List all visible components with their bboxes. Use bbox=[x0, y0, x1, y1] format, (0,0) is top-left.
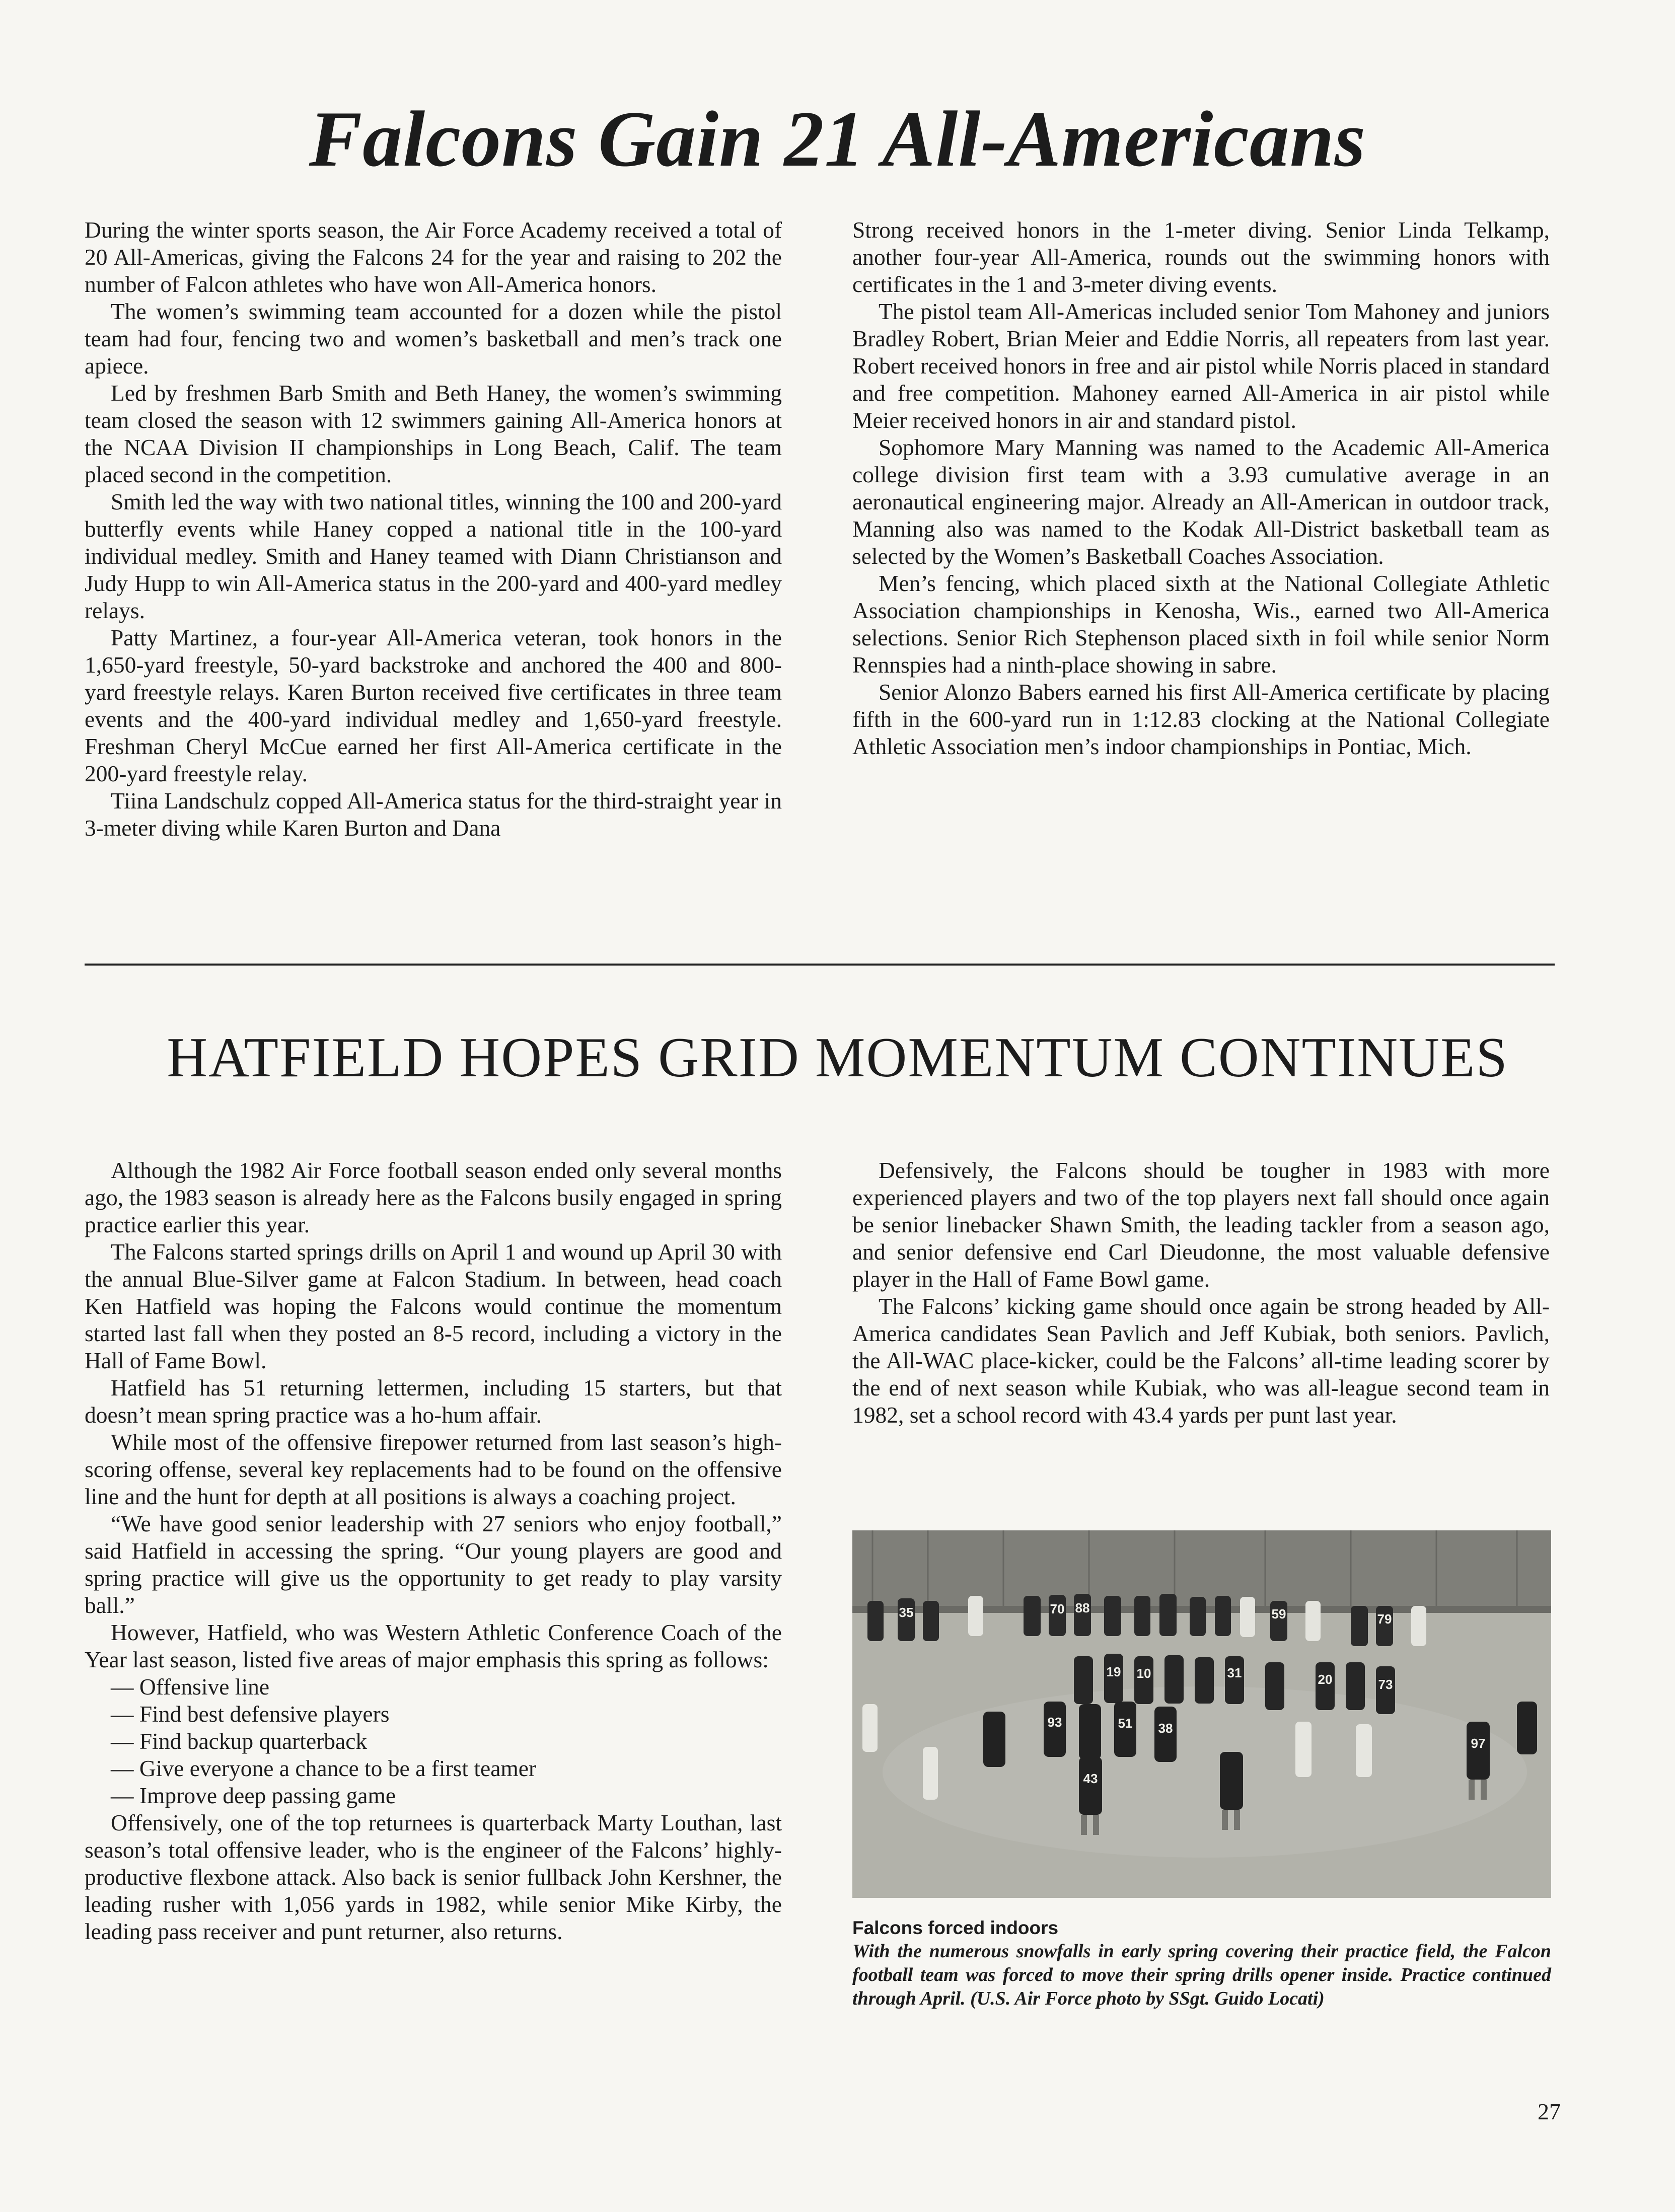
jersey-number: 73 bbox=[1378, 1677, 1393, 1692]
jersey-number: 93 bbox=[1047, 1715, 1062, 1730]
emphasis-list-item: — Find backup quarterback bbox=[111, 1728, 368, 1754]
jersey-number: 79 bbox=[1377, 1611, 1392, 1627]
paragraph: “We have good senior leadership with 27 seniors who enjoy football,” said Hatfield in accessing the spring. “Our young players are good and spring practice will give us the opportunity to get ready to play varsity ball.” bbox=[85, 1511, 782, 1618]
paragraph: Senior Alonzo Babers earned his first All-America certificate by placing fifth in the 600-yard run in 1:12.83 clocking at the National Collegiate Athletic Association men’s indoor championships in Pontiac, Mich. bbox=[852, 679, 1550, 759]
emphasis-list-item: — Improve deep passing game bbox=[111, 1783, 396, 1808]
paragraph: Patty Martinez, a four-year All-America veteran, took honors in the 1,650-yard freestyle, 50-yard backstroke and anchored the 400 and 800-yard freestyle relays. Karen Burton received five certificates in three team events and the 400-yard individual medley and 1,650-yard freestyle. Freshman Cheryl McCue earned her first All-America certificate in the 200-yard freestyle relay. bbox=[85, 625, 782, 786]
photo-caption bbox=[852, 1916, 1551, 2011]
article2-column-left bbox=[85, 1157, 782, 1945]
paragraph: While most of the offensive firepower returned from last season’s high-scoring offense, several key replacements had to be found on the offensive line and the hunt for depth at all positions is always a coaching project. bbox=[85, 1429, 782, 1509]
emphasis-list-item: — Give everyone a chance to be a first teamer bbox=[111, 1755, 537, 1781]
jersey-number: 20 bbox=[1318, 1672, 1333, 1687]
emphasis-list-item: — Offensive line bbox=[111, 1674, 270, 1700]
paragraph: Tiina Landschulz copped All-America status for the third-straight year in 3-meter diving while Karen Burton and Dana bbox=[85, 788, 782, 841]
paragraph: Smith led the way with two national titles, winning the 100 and 200-yard butterfly events while Haney copped a national title in the 100-yard individual medley. Smith and Haney teamed with Diann Christianson and Judy Hupp to win All-America status in the 200-yard and 400-yard medley relays. bbox=[85, 489, 782, 623]
article2-column-right bbox=[852, 1157, 1550, 1429]
jersey-number: 10 bbox=[1136, 1666, 1151, 1681]
jersey-number: 88 bbox=[1075, 1600, 1090, 1615]
paragraph: The Falcons started springs drills on April 1 and wound up April 30 with the annual Blue-Silver game at Falcon Stadium. In between, head coach Ken Hatfield was hoping the Falcons would continue the momentum started last fall when they posted an 8-5 record, including a victory in the Hall of Fame Bowl. bbox=[85, 1239, 782, 1373]
jersey-number: 38 bbox=[1158, 1721, 1173, 1736]
paragraph: Offensively, one of the top returnees is quarterback Marty Louthan, last season’s total offensive leader, who is the engineer of the Falcons’ highly-productive flexbone attack. Also back is senior fullback John Kershner, the leading rusher with 1,056 yards in 1982, while senior Mike Kirby, the leading pass receiver and punt returner, also returns. bbox=[85, 1810, 782, 1944]
caption-title: Falcons forced indoors bbox=[852, 1918, 1059, 1938]
jersey-number: 31 bbox=[1227, 1665, 1242, 1680]
jersey-number: 70 bbox=[1050, 1601, 1065, 1616]
football-practice-photo bbox=[852, 1530, 1551, 1898]
jersey-number: 51 bbox=[1118, 1716, 1133, 1731]
jersey-number: 35 bbox=[899, 1605, 914, 1620]
paragraph: Strong received honors in the 1-meter diving. Senior Linda Telkamp, another four-year All-America, rounds out the swimming honors with certificates in the 1 and 3-meter diving events. bbox=[852, 217, 1550, 297]
article1-column-left bbox=[85, 216, 782, 842]
article2-title: HATFIELD HOPES GRID MOMENTUM CONTINUES bbox=[167, 1026, 1508, 1089]
jersey-number: 19 bbox=[1106, 1664, 1121, 1679]
jersey-number: 97 bbox=[1471, 1736, 1486, 1751]
article1-column-right bbox=[852, 216, 1550, 760]
paragraph: Men’s fencing, which placed sixth at the National Collegiate Athletic Association championships in Kenosha, Wis., earned two All-America selections. Senior Rich Stephenson placed sixth in foil while senior Norm Rennspies had a ninth-place showing in sabre. bbox=[852, 570, 1550, 678]
paragraph: However, Hatfield, who was Western Athletic Conference Coach of the Year last season, listed five areas of major emphasis this spring as follows: bbox=[85, 1619, 782, 1672]
paragraph: Sophomore Mary Manning was named to the Academic All-America college division first team with a 3.93 cumulative average in an aeronautical engineering major. Already an All-American in outdoor track, Manning also was named to the Kodak All-District basketball team as selected by the Women’s Basketball Coaches Association. bbox=[852, 434, 1550, 569]
caption-text: With the numerous snowfalls in early spring covering their practice field, the Falcon football team was forced to move their spring drills opener inside. Practice continued through April. (U.S. Air Force photo by SSgt. Guido Locati) bbox=[852, 1941, 1551, 2009]
paragraph: Although the 1982 Air Force football season ended only several months ago, the 1983 season is already here as the Falcons busily engaged in spring practice earlier this year. bbox=[85, 1157, 782, 1237]
photo-illustration bbox=[852, 1530, 1551, 1898]
jersey-number: 59 bbox=[1271, 1606, 1286, 1621]
paragraph: The women’s swimming team accounted for a dozen while the pistol team had four, fencing two and women’s basketball and men’s track one apiece. bbox=[85, 299, 782, 379]
emphasis-list-item: — Find best defensive players bbox=[111, 1701, 390, 1727]
paragraph: The Falcons’ kicking game should once again be strong headed by All-America candidates Sean Pavlich and Jeff Kubiak, both seniors. Pavlich, the All-WAC place-kicker, could be the Falcons’ all-time leading scorer by the end of next season while Kubiak, who was all-league second team in 1982, set a school record with 43.4 yards per punt last year. bbox=[852, 1293, 1550, 1428]
article1-title: Falcons Gain 21 All-Americans bbox=[309, 95, 1366, 183]
paragraph: Defensively, the Falcons should be tougher in 1983 with more experienced players and two of the top players next fall should once again be senior linebacker Shawn Smith, the leading tackler from a season ago, and senior defensive end Carl Dieudonne, the most valuable defensive player in the Hall of Fame Bowl game. bbox=[852, 1157, 1550, 1292]
paragraph: Hatfield has 51 returning lettermen, including 15 starters, but that doesn’t mean spring practice was a ho-hum affair. bbox=[85, 1375, 782, 1428]
section-divider bbox=[85, 964, 1555, 966]
paragraph: Led by freshmen Barb Smith and Beth Haney, the women’s swimming team closed the season with 12 swimmers gaining All-America honors at the NCAA Division II championships in Long Beach, Calif. The team placed second in the competition. bbox=[85, 380, 782, 487]
jersey-number: 43 bbox=[1083, 1771, 1098, 1786]
page-number: 27 bbox=[1538, 2099, 1561, 2124]
paragraph: The pistol team All-Americas included senior Tom Mahoney and juniors Bradley Robert, Brian Meier and Eddie Norris, all repeaters from last year. Robert received honors in free and air pistol while Norris placed in standard and free competition. Mahoney earned All-America in air pistol while Meier received honors in air and standard pistol. bbox=[852, 299, 1550, 433]
paragraph: During the winter sports season, the Air Force Academy received a total of 20 All-Americas, giving the Falcons 24 for the year and raising to 202 the number of Falcon athletes who have won All-America honors. bbox=[85, 217, 782, 297]
